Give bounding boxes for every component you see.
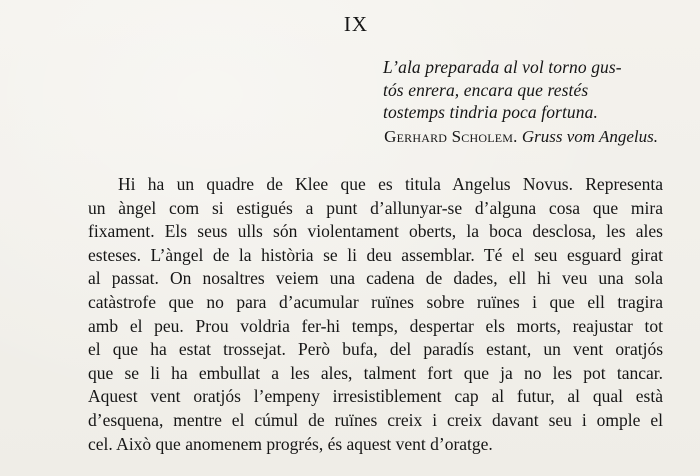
body-line: un àngel com si estigués a punt d’allunyar-se d’alguna cosa que mira [88,197,663,218]
epigraph-line: tós enrera, encara que restés [383,79,589,100]
body-paragraph [88,173,663,456]
body-line: esteses. L’àngel de la història se li deu assemblar. Té el seu esguard girat [88,244,663,265]
epigraph [383,56,673,124]
epigraph-attribution [332,127,658,147]
epigraph-line: tostemps tindria poca fortuna. [383,102,598,122]
body-line: Hi ha un quadre de Klee que es titula Angelus Novus. Representa [118,174,663,194]
body-line: el que ha estat trossejat. Però bufa, del paradís estant, un vent oratjós [88,339,663,360]
body-line: Aquest vent oratjós l’empeny irresistiblement cap al futur, al qual està [88,386,663,407]
epigraph-line: L’ala preparada al vol torno gus- [383,57,622,77]
epigraph-work: Gruss vom Angelus. [521,127,658,146]
section-heading: IX [343,12,369,36]
body-line: d’esquena, mentre el cúmul de ruïnes creix i creix davant seu i omple el [88,409,663,430]
body-line: al passat. On nosaltres veiem una cadena de dades, ell hi veu una sola [88,268,663,289]
body-line: catàstrofe que no para d’acumular ruïnes sobre ruïnes i que ell tragira [88,291,663,312]
body-line: que se li ha embullat a les ales, talment fort que ja no les pot tancar. [88,362,663,383]
body-line: amb el peu. Prou voldria fer-hi temps, despertar els morts, reajustar tot [88,315,663,336]
body-line: fixament. Els seus ulls són violentament oberts, la boca desclosa, les ales [88,221,663,242]
epigraph-author: Gerhard Scholem. [384,127,518,146]
body-line: cel. Això que anomenem progrés, és aquest vent d’oratge. [88,433,493,454]
